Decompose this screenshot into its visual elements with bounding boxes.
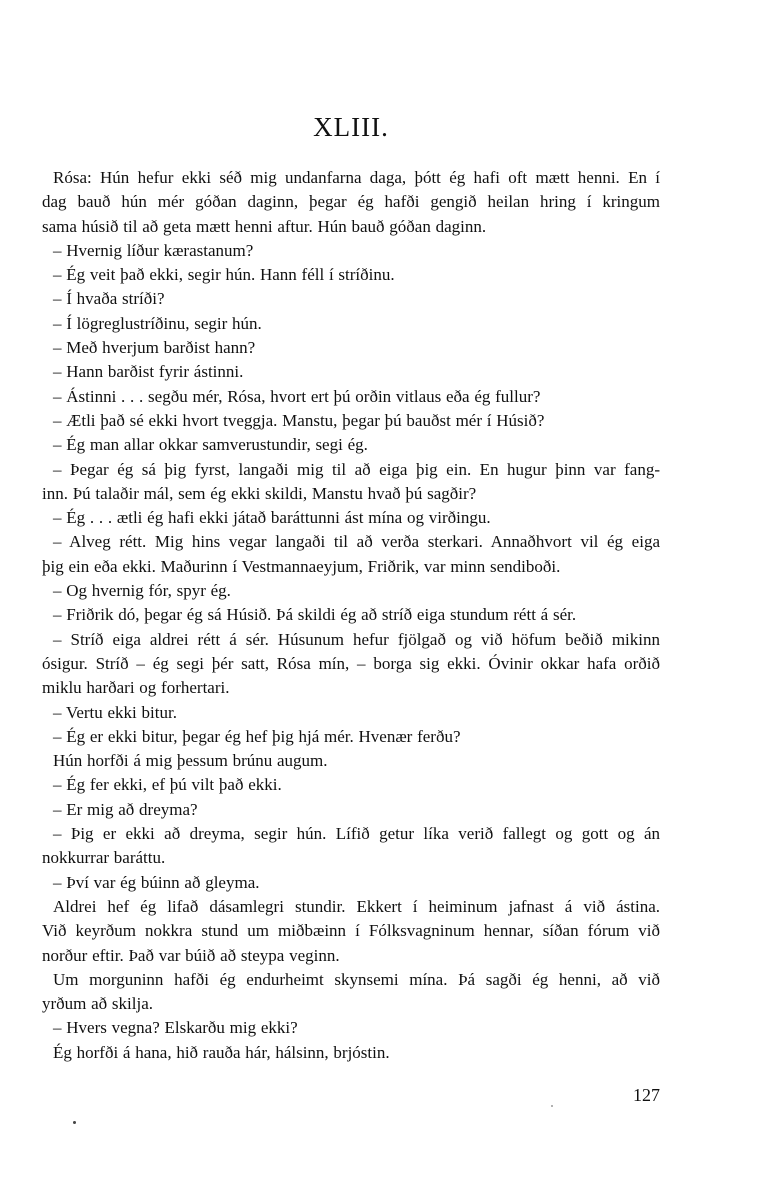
text-line: – Ég veit það ekki, segir hún. Hann féll í stríðinu. [53,265,395,285]
text-line: Aldrei hef ég lifað dásamlegri stundir. Ekkert í heiminum jafnast á við ástina. [53,896,660,916]
text-line: – Og hvernig fór, spyr ég. [53,581,231,601]
text-line: – Vertu ekki bitur. [53,702,177,722]
text-line: – Friðrik dó, þegar ég sá Húsið. Þá skildi ég að stríð eiga stundum rétt á sér. [53,605,577,625]
text-line: – Ég man allar okkar samverustundir, segi ég. [53,435,368,455]
text-line: – Hvernig líður kærastanum? [53,240,254,260]
text-line: – Með hverjum barðist hann? [53,338,256,358]
text-line: inn. Þú talaðir mál, sem ég ekki skildi, Manstu hvað þú sagðir? [42,483,477,503]
text-line: Hún horfði á mig þessum brúnu augum. [53,751,328,771]
text-line: – Alveg rétt. Mig hins vegar langaði til að verða sterkari. Annaðhvort vil ég eiga [53,532,660,552]
text-line: miklu harðari og forhertari. [42,678,230,698]
text-line: ósigur. Stríð – ég segi þér satt, Rósa mín, – borga sig ekki. Óvinir okkar hafa orðið [42,653,660,673]
scan-artifact-speck [551,1105,553,1107]
chapter-title: XLIII. [313,112,389,142]
text-line: Um morguninn hafði ég endurheimt skynsemi mína. Þá sagði ég henni, að við [53,969,660,989]
scan-artifact-speck [73,1121,76,1124]
text-line: norður eftir. Það var búið að steypa veginn. [42,945,340,965]
text-line: – Ég er ekki bitur, þegar ég hef þig hjá mér. Hvenær ferðu? [53,726,461,746]
text-line: – Stríð eiga aldrei rétt á sér. Húsunum hefur fjölgað og við höfum beðið mikinn [53,629,660,649]
text-line: – Því var ég búinn að gleyma. [53,872,260,892]
text-line: – Ég . . . ætli ég hafi ekki játað baráttunni ást mína og virðingu. [53,508,491,528]
text-line: sama húsið til að geta mætt henni aftur. Hún bauð góðan daginn. [42,216,487,236]
text-line: Rósa: Hún hefur ekki séð mig undanfarna daga, þótt ég hafi oft mætt henni. En í [53,168,660,187]
text-line: – Í hvaða stríði? [53,289,165,309]
text-line: dag bauð hún mér góðan daginn, þegar ég hafði gengið heilan hring í kringum [42,192,660,212]
text-line: – Þig er ekki að dreyma, segir hún. Lífið getur líka verið fallegt og gott og án [53,824,660,844]
page-number: 127 [633,1085,660,1105]
text-line: – Ég fer ekki, ef þú vilt það ekki. [53,775,282,795]
text-line: Ég horfði á hana, hið rauða hár, hálsinn, brjóstin. [53,1042,390,1062]
text-line: – Ætli það sé ekki hvort tveggja. Manstu, þegar þú bauðst mér í Húsið? [53,410,545,430]
text-line: – Er mig að dreyma? [53,799,198,819]
text-line: – Ástinni . . . segðu mér, Rósa, hvort ert þú orðin vitlaus eða ég fullur? [53,386,541,406]
text-line: – Hann barðist fyrir ástinni. [53,362,244,382]
text-line: – Í lögreglustríðinu, segir hún. [53,313,262,333]
text-line: Við keyrðum nokkra stund um miðbæinn í Fólksvagninum hennar, síðan fórum við [42,921,660,941]
text-line: yrðum að skilja. [42,994,154,1014]
text-line: – Þegar ég sá þig fyrst, langaði mig til að eiga þig ein. En hugur þinn var fang- [53,459,660,479]
text-line: nokkurrar baráttu. [42,848,166,868]
page-body [42,166,660,1065]
text-line: – Hvers vegna? Elskarðu mig ekki? [53,1018,298,1038]
text-line: þig ein eða ekki. Maðurinn í Vestmannaeyjum, Friðrik, var minn sendiboði. [42,556,561,576]
